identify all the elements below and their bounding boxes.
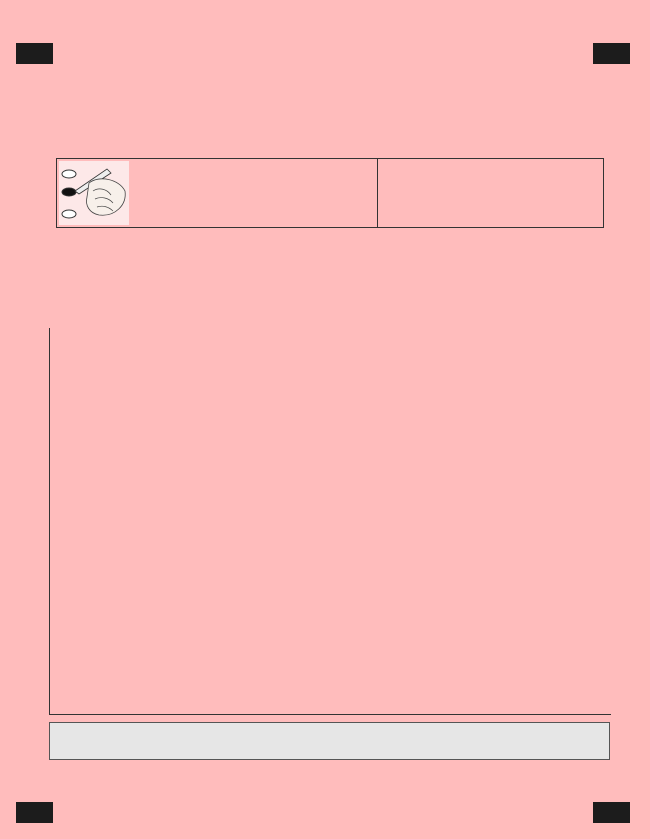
ballot-contests-area <box>49 328 611 715</box>
hand-marking-ballot-illustration <box>59 161 129 225</box>
instructions-divider <box>377 159 378 227</box>
instructions-box <box>56 158 604 228</box>
corner-bar-bottom-left <box>16 802 53 823</box>
corner-bar-top-right <box>593 43 630 64</box>
corner-bar-top-left <box>16 43 53 64</box>
abbreviation-definition <box>49 722 610 760</box>
corner-bar-bottom-right <box>593 802 630 823</box>
